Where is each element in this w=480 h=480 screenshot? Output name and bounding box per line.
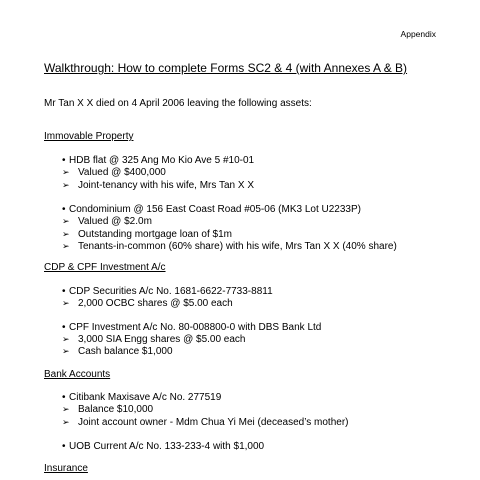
sub-item-condo-mortgage: [62, 229, 232, 240]
arrow-bullet-icon: ➢: [62, 229, 70, 239]
sub-item-cash-balance: [62, 346, 173, 357]
section-heading-bank-accounts: Bank Accounts: [44, 369, 111, 380]
document-title: Walkthrough: How to complete Forms SC2 & 4 (with Annexes A & B): [44, 61, 408, 75]
sub-item-text: Tenants-in-common (60% share) with his wife, Mrs Tan X X (40% share): [78, 241, 397, 252]
list-item-citibank: [62, 392, 221, 403]
bullet-icon: •: [62, 441, 66, 452]
list-item-text: UOB Current A/c No. 133-233-4 with $1,000: [69, 441, 265, 452]
intro-text: Mr Tan X X died on 4 April 2006 leaving the following assets:: [44, 98, 312, 109]
section-heading-immovable-property: Immovable Property: [44, 131, 134, 142]
sub-item-text: 2,000 OCBC shares @ $5.00 each: [78, 298, 233, 309]
list-item-condominium: [62, 204, 361, 215]
list-item-cpf-account: [62, 322, 321, 333]
list-item-text: Citibank Maxisave A/c No. 277519: [69, 392, 222, 403]
sub-item-text: Outstanding mortgage loan of $1m: [78, 229, 232, 240]
list-item-uob: [62, 441, 264, 452]
sub-item-ocbc-shares: [62, 298, 233, 309]
section-heading-insurance: Insurance: [44, 463, 88, 474]
arrow-bullet-icon: ➢: [62, 180, 70, 190]
arrow-bullet-icon: ➢: [62, 167, 70, 177]
arrow-bullet-icon: ➢: [62, 241, 70, 251]
list-item-text: Condominium @ 156 East Coast Road #05-06 (MK3 Lot U2233P): [69, 204, 361, 215]
section-heading-cdp-cpf: CDP & CPF Investment A/c: [44, 262, 166, 273]
appendix-label: Appendix: [400, 29, 436, 39]
sub-item-sia-shares: [62, 334, 246, 345]
sub-item-text: Joint account owner - Mdm Chua Yi Mei (deceased’s mother): [78, 417, 349, 428]
sub-item-text: 3,000 SIA Engg shares @ $5.00 each: [78, 334, 246, 345]
sub-item-condo-value: [62, 216, 152, 227]
sub-item-text: Joint-tenancy with his wife, Mrs Tan X X: [78, 180, 254, 191]
list-item-text: HDB flat @ 325 Ang Mo Kio Ave 5 #10-01: [69, 155, 255, 166]
sub-item-text: Balance $10,000: [78, 404, 154, 415]
arrow-bullet-icon: ➢: [62, 298, 70, 308]
sub-item-text: Valued @ $2.0m: [78, 216, 152, 227]
bullet-icon: •: [62, 155, 66, 166]
list-item-text: CPF Investment A/c No. 80-008800-0 with DBS Bank Ltd: [69, 322, 322, 333]
sub-item-condo-tenancy: [62, 241, 397, 252]
sub-item-hdb-tenancy: [62, 180, 254, 191]
sub-item-text: Cash balance $1,000: [78, 346, 173, 357]
bullet-icon: •: [62, 322, 66, 333]
arrow-bullet-icon: ➢: [62, 417, 70, 427]
arrow-bullet-icon: ➢: [62, 346, 70, 356]
sub-item-hdb-value: [62, 167, 166, 178]
sub-item-text: Valued @ $400,000: [78, 167, 166, 178]
bullet-icon: •: [62, 204, 66, 215]
list-item-hdb-flat: [62, 155, 254, 166]
sub-item-joint-owner: [62, 417, 349, 428]
arrow-bullet-icon: ➢: [62, 216, 70, 226]
arrow-bullet-icon: ➢: [62, 334, 70, 344]
bullet-icon: •: [62, 286, 66, 297]
list-item-cdp-account: [62, 286, 273, 297]
bullet-icon: •: [62, 392, 66, 403]
list-item-text: CDP Securities A/c No. 1681-6622-7733-8811: [69, 286, 273, 297]
arrow-bullet-icon: ➢: [62, 404, 70, 414]
sub-item-citibank-balance: [62, 404, 153, 415]
